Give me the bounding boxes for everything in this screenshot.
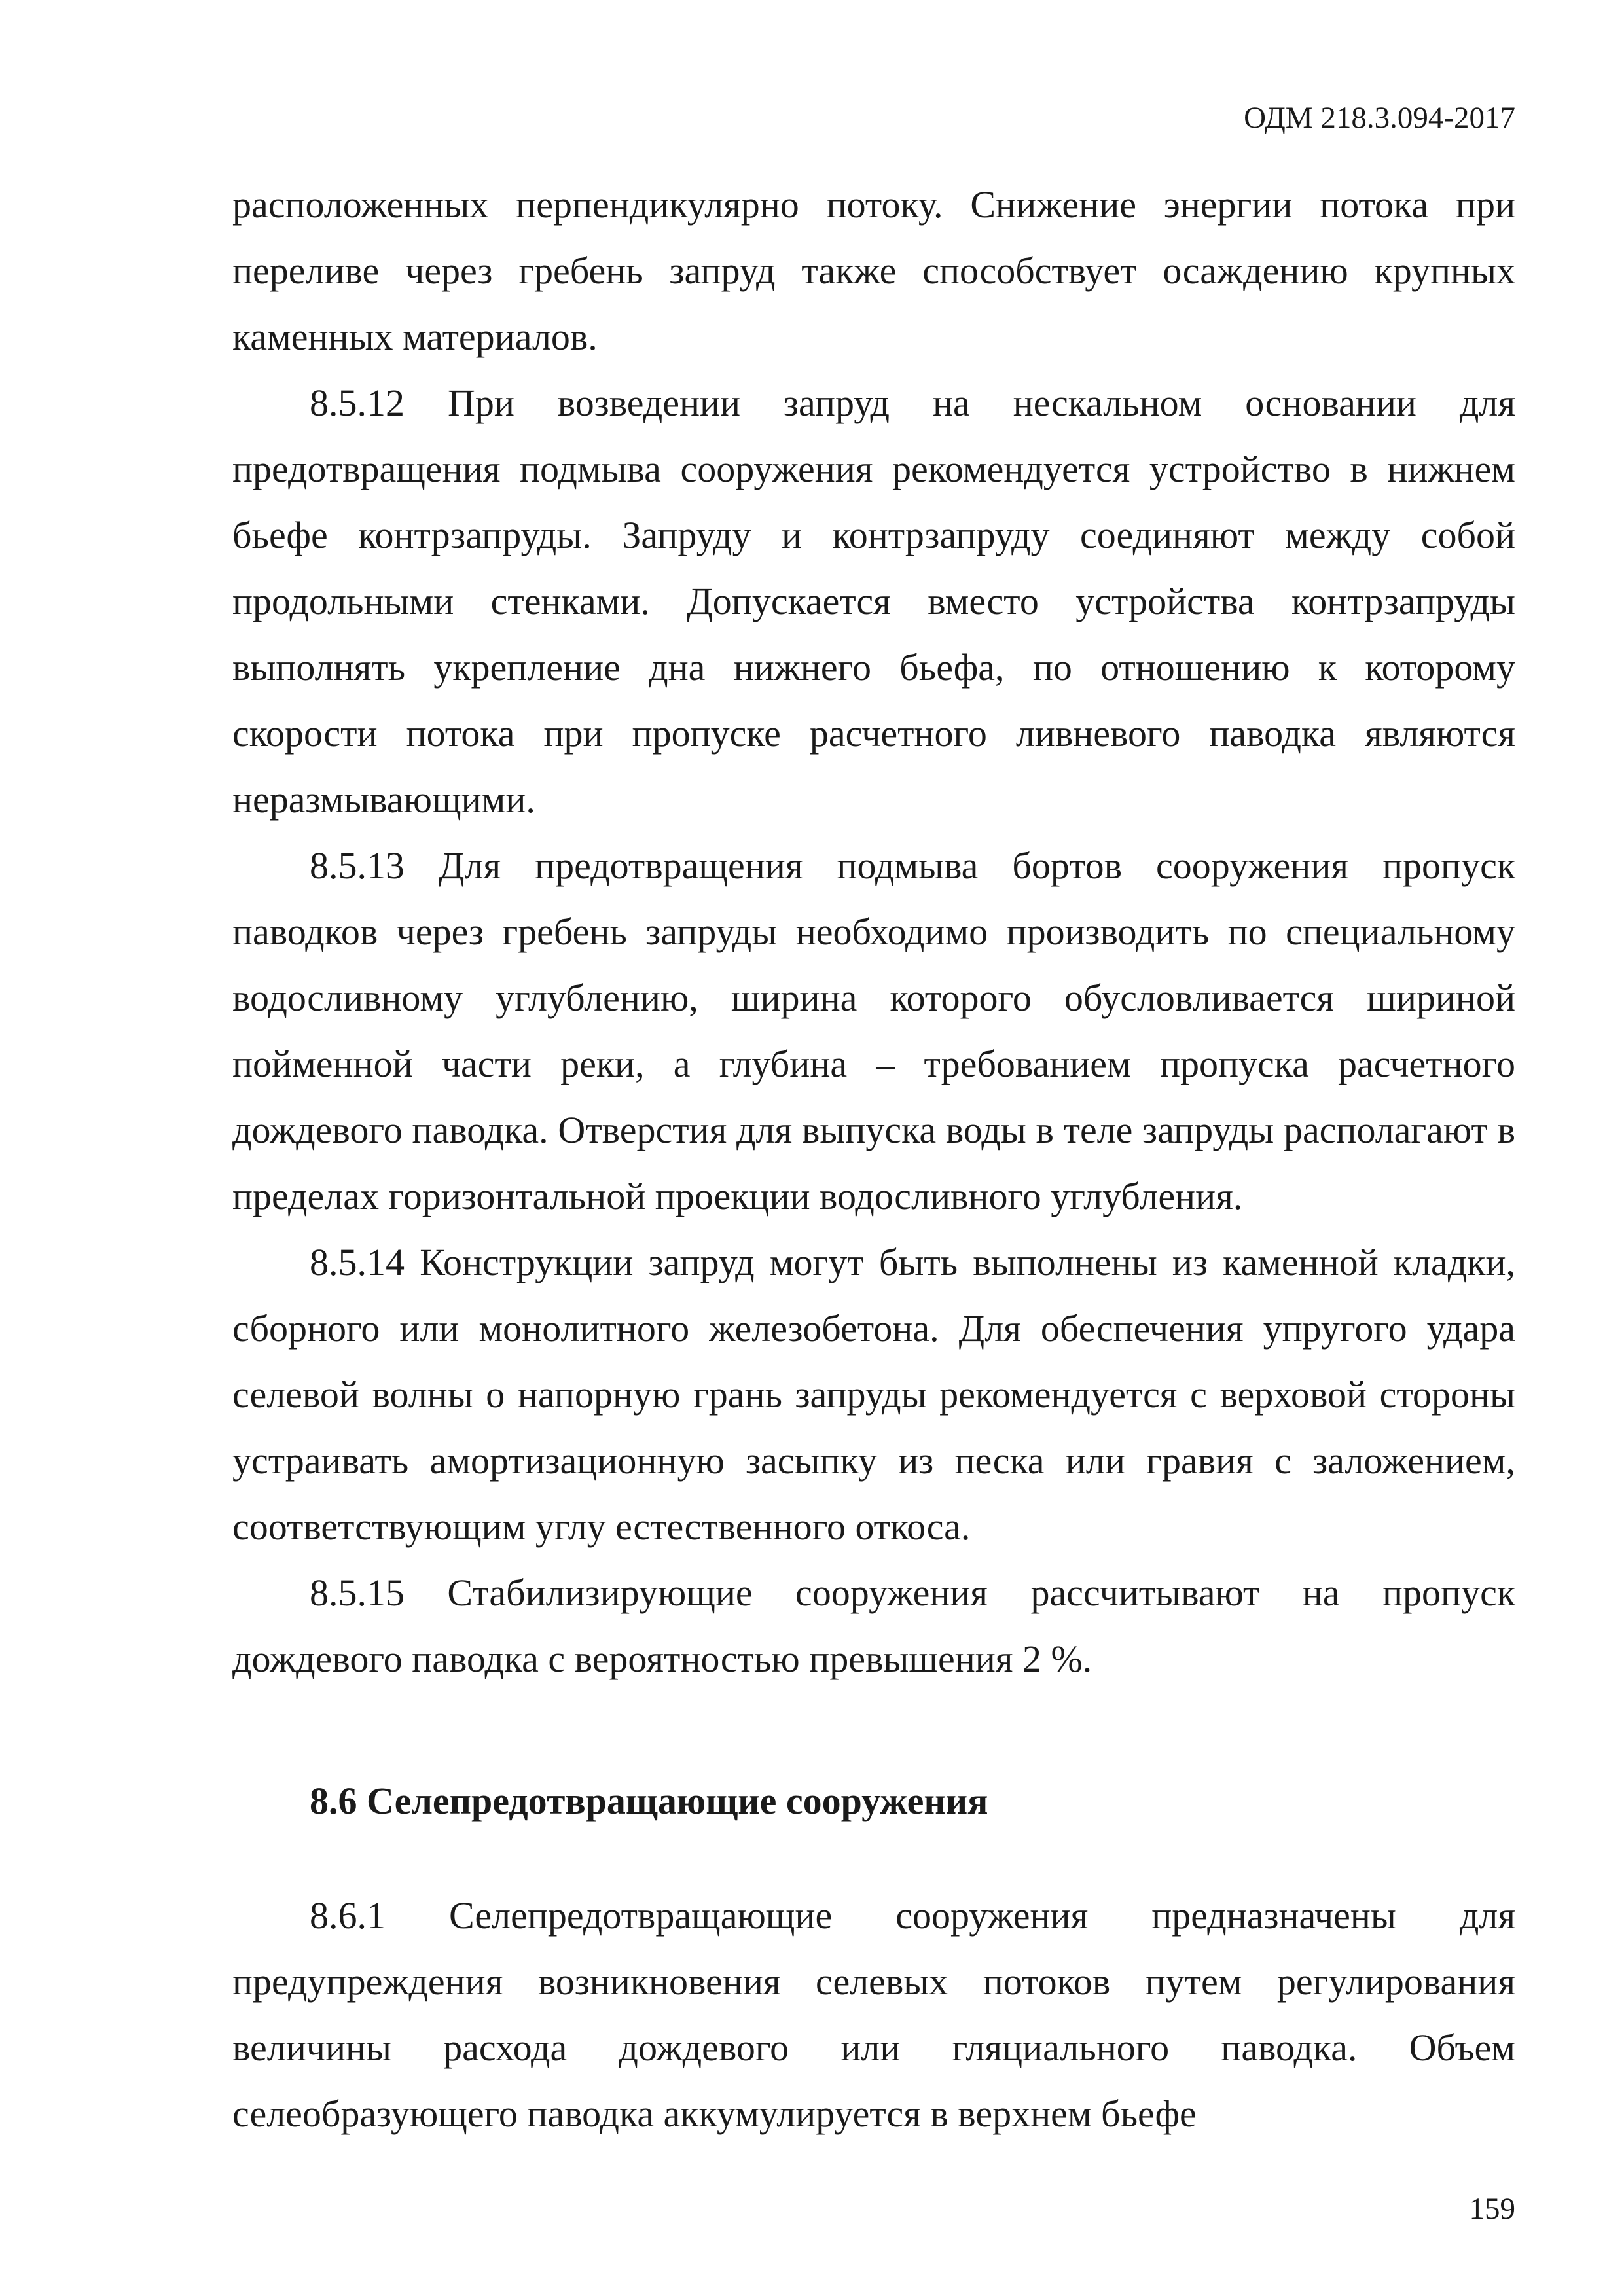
paragraph-8-5-15: 8.5.15 Стабилизирующие сооружения рассчитывают на пропуск дождевого паводка с вероятностью превышения 2 %. <box>232 1571 1515 1680</box>
paragraph-continuation: расположенных перпендикулярно потоку. Снижение энергии потока при переливе через гребень запруд также способствует осаждению крупных каменных материалов. <box>232 183 1515 358</box>
document-code-header: ОДМ 218.3.094-2017 <box>1244 101 1515 135</box>
paragraph-8-5-13: 8.5.13 Для предотвращения подмыва бортов сооружения пропуск паводков через гребень запруды необходимо производить по специальному водосливному углублению, ширина которого обусловливается шириной пойменной части реки, а глубина – требованием пропуска расчетного дождевого паводка. Отверстия для выпуска воды в теле запруды располагают в пределах горизонтальной проекции водосливного углубления. <box>232 844 1515 1217</box>
section-heading-8-6: 8.6 Селепредотвращающие сооружения <box>310 1780 988 1822</box>
paragraph-8-5-12: 8.5.12 При возведении запруд на нескальном основании для предотвращения подмыва сооружения рекомендуется устройство в нижнем бьефе контрзапруды. Запруду и контрзапруду соединяют между собой продольными стенками. Допускается вместо устройства контрзапруды выполнять укрепление дна нижнего бьефа, по отношению к которому скорости потока при пропуске расчетного ливневого паводка являются неразмывающими. <box>232 382 1515 821</box>
page-number: 159 <box>1469 2192 1515 2226</box>
paragraph-8-5-14: 8.5.14 Конструкции запруд могут быть выполнены из каменной кладки, сборного или монолитного железобетона. Для обеспечения упругого удара селевой волны о напорную грань запруды рекомендуется с верховой стороны устраивать амортизационную засыпку из песка или гравия с заложением, соответствующим углу естественного откоса. <box>232 1241 1515 1548</box>
paragraph-8-6-1: 8.6.1 Селепредотвращающие сооружения предназначены для предупреждения возникновения селевых потоков путем регулирования величины расхода дождевого или гляциального паводка. Объем селеобразующего паводка аккумулируется в верхнем бьефе <box>232 1894 1515 2135</box>
document-body <box>232 171 1515 2147</box>
